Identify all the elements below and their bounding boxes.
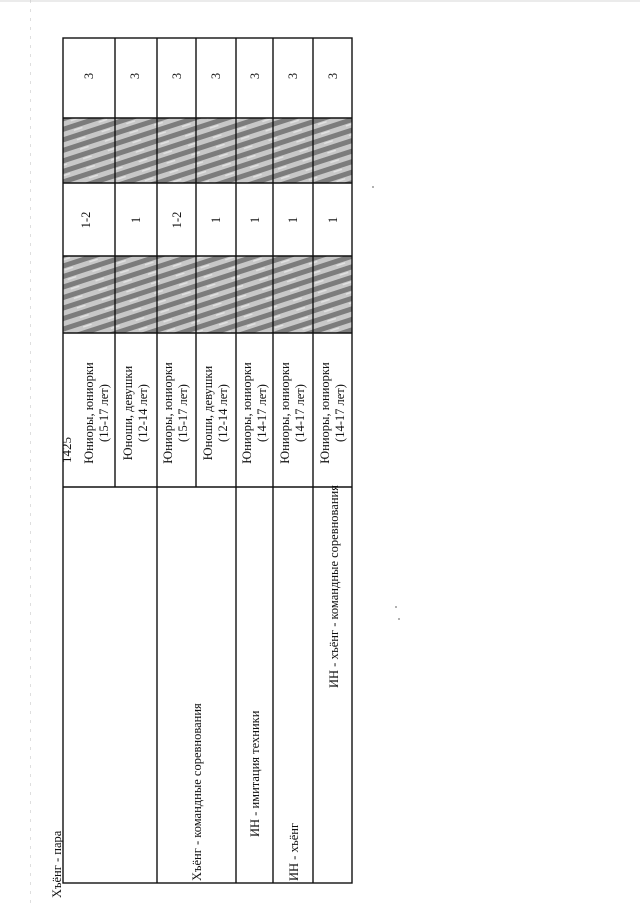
value-cell: 3 [285,72,300,80]
discipline-label: ИН - хъёнг - командные соревнования [326,485,341,688]
age-group-cell: Юноши, девушки (12-14 лет) [121,365,150,461]
age-group-cell: Юниоры, юниорки (14-17 лет) [318,362,347,464]
place-cell: 1 [128,216,143,224]
value-cell: 3 [169,72,184,80]
age-group-cell: Юниоры, юниорки (14-17 лет) [278,362,307,464]
age-group-cell: Юниоры, юниорки (15-17 лет) [82,362,111,464]
discipline-cell [182,481,212,881]
shaded-column-a [63,256,352,333]
discipline-label: ИН - хъёнг [286,822,301,881]
value-cell: 3 [325,72,340,80]
shaded-column-b [63,118,352,183]
discipline-cell [279,481,309,881]
place-cell: 1 [325,216,340,224]
value-cell: 3 [247,72,262,80]
place-cell: 1 [247,216,262,224]
place-cell: 1 [208,216,223,224]
value-cell: 3 [208,72,223,80]
discipline-cell [240,437,270,837]
discipline-label: Хъёнг - командные соревнования [189,703,204,881]
age-group-cell: Юниоры, юниорки (15-17 лет) [161,362,190,464]
place-cell: 1 [285,216,300,224]
place-cell: 1-2 [78,211,93,229]
discipline-label: Хъёнг - пара [49,830,64,898]
value-cell: 3 [127,72,142,80]
place-cell: 1-2 [169,211,184,229]
value-cell: 3 [81,72,96,80]
age-group-cell: Юниоры, юниорки (14-17 лет) [240,362,269,464]
discipline-label: ИН - имитация техники [247,710,262,837]
discipline-cell [42,498,72,898]
page-number: 1425 [59,437,74,463]
age-group-cell: Юноши, девушки (12-14 лет) [201,365,230,461]
